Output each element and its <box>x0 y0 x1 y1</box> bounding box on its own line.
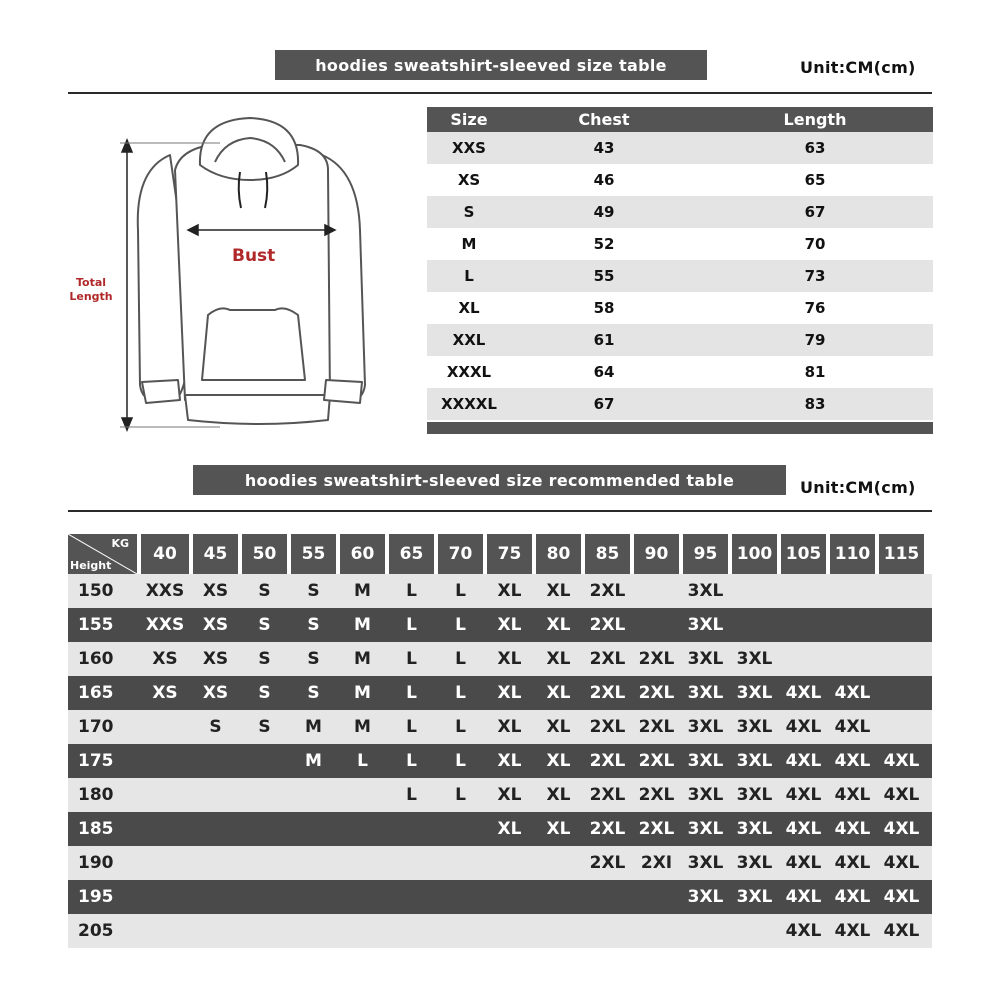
size-recommendation-cell: XL <box>497 751 522 771</box>
size-recommendation-cell: 3XL <box>687 785 724 805</box>
size-recommendation-cell: 2XL <box>589 717 626 737</box>
bust-label: Bust <box>232 246 276 266</box>
size-recommendation-cell: L <box>455 751 466 771</box>
size-cell: XXXXL <box>441 395 497 413</box>
weight-header-cell: 60 <box>340 534 385 574</box>
size-recommendation-cell: XL <box>546 819 571 839</box>
size-recommendation-cell: XL <box>546 649 571 669</box>
weight-header-cell: 45 <box>193 534 238 574</box>
size-table-row <box>427 388 933 420</box>
size-recommendation-cell: L <box>455 785 466 805</box>
size-cell: XS <box>457 171 481 189</box>
size-recommendation-cell: XL <box>546 581 571 601</box>
size-recommendation-cell: XS <box>202 649 229 669</box>
size-recommendation-cell: L <box>406 649 417 669</box>
kg-label: KG <box>111 537 129 550</box>
size-recommendation-cell: M <box>305 717 322 737</box>
size-recommendation-cell: 4XL <box>834 751 871 771</box>
size-recommendation-cell: 2XL <box>589 683 626 703</box>
size-recommendation-cell: M <box>354 649 371 669</box>
size-recommendation-cell: M <box>354 683 371 703</box>
size-recommendation-cell: S <box>307 581 320 601</box>
weight-header-cell: 110 <box>830 534 875 574</box>
size-recommendation-cell: 4XL <box>834 921 871 941</box>
chest-cell: 67 <box>593 395 615 413</box>
size-recommendation-cell: S <box>258 615 271 635</box>
size-recommendation-cell: XL <box>546 615 571 635</box>
size-recommendation-cell: 4XL <box>883 751 920 771</box>
size-recommendation-cell: L <box>406 581 417 601</box>
recommended-table-row <box>68 676 932 710</box>
size-cell: XXL <box>452 331 486 349</box>
weight-header-cell: 75 <box>487 534 532 574</box>
size-recommendation-cell: 3XL <box>687 853 724 873</box>
size-cell: M <box>461 235 477 253</box>
size-recommendation-cell: 4XL <box>785 717 822 737</box>
size-table-header <box>427 107 933 132</box>
height-cell: 165 <box>78 683 114 703</box>
size-recommendation-cell: L <box>455 649 466 669</box>
size-recommendation-cell: XS <box>152 683 178 703</box>
total-length-label-line2: Length <box>69 290 113 303</box>
hoodie-diagram <box>60 110 400 440</box>
size-recommendation-cell: 3XL <box>687 683 724 703</box>
hoodie-outline-icon <box>60 110 400 440</box>
recommended-table-row <box>68 880 932 914</box>
chest-cell: 43 <box>593 139 615 157</box>
size-table <box>427 107 933 434</box>
size-recommendation-cell: S <box>307 683 320 703</box>
top-divider <box>68 92 932 94</box>
weight-header-cell: 80 <box>536 534 581 574</box>
size-recommendation-cell: XS <box>202 615 229 635</box>
size-recommendation-cell: 2XL <box>589 819 626 839</box>
size-recommendation-cell: 4XL <box>785 887 822 907</box>
size-recommendation-cell: 3XL <box>736 785 773 805</box>
size-recommendation-cell: 3XL <box>736 717 773 737</box>
kg-height-corner <box>68 534 137 574</box>
size-recommendation-cell: 3XL <box>687 649 724 669</box>
weight-header-cell: 65 <box>389 534 434 574</box>
length-cell: 73 <box>804 267 826 285</box>
size-recommendation-cell: XXS <box>145 581 185 601</box>
size-recommendation-cell: 2XL <box>638 683 675 703</box>
height-cell: 190 <box>78 853 114 873</box>
size-table-body <box>427 132 933 420</box>
size-recommendation-cell: 3XL <box>687 581 724 601</box>
size-recommendation-cell: 3XL <box>687 887 724 907</box>
recommended-table-title: hoodies sweatshirt-sleeved size recommended table <box>193 465 786 495</box>
weight-header-cell: 100 <box>732 534 777 574</box>
length-cell: 70 <box>804 235 826 253</box>
size-recommendation-cell: XL <box>546 717 571 737</box>
recommended-table-row <box>68 574 932 608</box>
chest-cell: 64 <box>593 363 615 381</box>
size-recommendation-cell: 4XL <box>785 921 822 941</box>
recommended-table-row <box>68 710 932 744</box>
size-recommendation-cell: 4XL <box>834 717 871 737</box>
size-recommendation-cell: L <box>406 683 417 703</box>
size-recommendation-cell: S <box>258 683 271 703</box>
size-table-row <box>427 356 933 388</box>
size-recommendation-cell: 4XL <box>834 819 871 839</box>
length-cell: 63 <box>804 139 826 157</box>
recommended-table-row <box>68 846 932 880</box>
size-recommendation-cell: M <box>354 717 371 737</box>
size-recommendation-cell: 4XL <box>883 819 920 839</box>
size-recommendation-cell: 4XL <box>834 683 871 703</box>
length-cell: 81 <box>804 363 826 381</box>
size-recommendation-cell: 4XL <box>785 683 822 703</box>
size-recommendation-cell: XL <box>497 785 522 805</box>
size-recommendation-cell: L <box>357 751 368 771</box>
size-recommendation-cell: L <box>406 717 417 737</box>
size-recommendation-cell: 2XL <box>589 751 626 771</box>
size-recommendation-cell: XXS <box>145 615 185 635</box>
size-header: Size <box>450 110 488 129</box>
recommended-table <box>68 534 932 948</box>
size-table-row <box>427 164 933 196</box>
total-length-label <box>66 276 116 304</box>
length-cell: 65 <box>804 171 826 189</box>
size-recommendation-cell: 2XL <box>589 649 626 669</box>
weight-header-cell: 90 <box>634 534 679 574</box>
size-recommendation-cell: 4XL <box>834 853 871 873</box>
weight-header-cell: 115 <box>879 534 924 574</box>
size-recommendation-cell: XL <box>546 683 571 703</box>
weight-header-cell: 40 <box>141 534 189 574</box>
middle-divider <box>68 510 932 512</box>
length-cell: 83 <box>804 395 826 413</box>
size-recommendation-cell: 3XL <box>736 649 773 669</box>
size-recommendation-cell: 4XL <box>834 887 871 907</box>
size-recommendation-cell: 2XL <box>638 751 675 771</box>
size-recommendation-cell: XL <box>546 751 571 771</box>
size-recommendation-cell: 3XL <box>736 853 773 873</box>
size-recommendation-cell: XL <box>497 615 522 635</box>
size-recommendation-cell: 2XI <box>640 853 673 873</box>
size-recommendation-cell: 3XL <box>736 819 773 839</box>
size-recommendation-cell: 3XL <box>736 751 773 771</box>
height-cell: 195 <box>78 887 114 907</box>
size-recommendation-cell: XL <box>497 683 522 703</box>
recommended-table-unit: Unit:CM(cm) <box>800 478 916 497</box>
size-recommendation-cell: L <box>406 751 417 771</box>
recommended-table-row <box>68 812 932 846</box>
size-cell: XXXL <box>446 363 492 381</box>
size-recommendation-cell: 4XL <box>785 853 822 873</box>
size-table-footer <box>427 422 933 434</box>
size-table-row <box>427 324 933 356</box>
size-recommendation-cell: 3XL <box>687 717 724 737</box>
recommended-table-row <box>68 914 932 948</box>
recommended-table-header <box>68 534 932 574</box>
height-cell: 205 <box>78 921 114 941</box>
size-recommendation-cell: M <box>305 751 322 771</box>
size-recommendation-cell: M <box>354 615 371 635</box>
size-table-row <box>427 196 933 228</box>
weight-header-cell: 70 <box>438 534 483 574</box>
size-recommendation-cell: L <box>455 581 466 601</box>
size-cell: L <box>464 267 474 285</box>
weight-header-cell: 95 <box>683 534 728 574</box>
size-recommendation-cell: S <box>307 649 320 669</box>
size-recommendation-cell: L <box>455 615 466 635</box>
size-recommendation-cell: L <box>455 717 466 737</box>
size-recommendation-cell: 2XL <box>589 581 626 601</box>
size-recommendation-cell: 4XL <box>785 819 822 839</box>
size-recommendation-cell: 2XL <box>638 785 675 805</box>
size-recommendation-cell: 3XL <box>736 887 773 907</box>
chest-cell: 55 <box>593 267 615 285</box>
weight-header-cell: 105 <box>781 534 826 574</box>
length-header: Length <box>783 110 847 129</box>
size-recommendation-cell: XL <box>497 649 522 669</box>
size-recommendation-cell: XS <box>202 683 229 703</box>
recommended-table-body <box>68 574 932 948</box>
chest-cell: 46 <box>593 171 615 189</box>
size-recommendation-cell: XL <box>546 785 571 805</box>
size-recommendation-cell: 2XL <box>638 717 675 737</box>
chest-cell: 52 <box>593 235 615 253</box>
recommended-table-row <box>68 778 932 812</box>
height-cell: 170 <box>78 717 114 737</box>
size-recommendation-cell: 3XL <box>687 819 724 839</box>
size-cell: XL <box>458 299 480 317</box>
size-recommendation-cell: L <box>406 785 417 805</box>
size-table-title: hoodies sweatshirt-sleeved size table <box>275 50 707 80</box>
size-recommendation-cell: L <box>406 615 417 635</box>
size-table-row <box>427 132 933 164</box>
weight-header-cell: 55 <box>291 534 336 574</box>
height-cell: 175 <box>78 751 114 771</box>
size-cell: S <box>463 203 475 221</box>
size-recommendation-cell: 4XL <box>785 785 822 805</box>
size-recommendation-cell: L <box>455 683 466 703</box>
chest-cell: 58 <box>593 299 615 317</box>
size-recommendation-cell: XS <box>152 649 178 669</box>
size-recommendation-cell: 3XL <box>687 751 724 771</box>
chest-cell: 49 <box>593 203 615 221</box>
height-cell: 160 <box>78 649 114 669</box>
size-recommendation-cell: S <box>209 717 222 737</box>
size-recommendation-cell: 4XL <box>883 921 920 941</box>
weight-header-cell: 50 <box>242 534 287 574</box>
size-recommendation-cell: 4XL <box>883 853 920 873</box>
size-recommendation-cell: 3XL <box>687 615 724 635</box>
recommended-table-row <box>68 744 932 778</box>
size-recommendation-cell: XS <box>202 581 229 601</box>
size-recommendation-cell: 3XL <box>736 683 773 703</box>
size-recommendation-cell: 2XL <box>638 819 675 839</box>
length-cell: 67 <box>804 203 826 221</box>
height-cell: 180 <box>78 785 114 805</box>
chest-header: Chest <box>578 110 630 129</box>
size-recommendation-cell: M <box>354 581 371 601</box>
height-cell: 155 <box>78 615 114 635</box>
size-recommendation-cell: 4XL <box>883 887 920 907</box>
size-recommendation-cell: S <box>258 717 271 737</box>
size-recommendation-cell: 4XL <box>785 751 822 771</box>
size-table-row <box>427 292 933 324</box>
recommended-table-row <box>68 608 932 642</box>
length-cell: 79 <box>804 331 826 349</box>
height-cell: 150 <box>78 581 114 601</box>
size-recommendation-cell: S <box>258 581 271 601</box>
size-recommendation-cell: XL <box>497 819 522 839</box>
size-recommendation-cell: 2XL <box>589 785 626 805</box>
height-cell: 185 <box>78 819 114 839</box>
size-recommendation-cell: 2XL <box>589 853 626 873</box>
size-cell: XXS <box>452 139 486 157</box>
size-recommendation-cell: S <box>258 649 271 669</box>
height-label: Height <box>70 559 112 572</box>
size-recommendation-cell: 2XL <box>589 615 626 635</box>
weight-header-cell: 85 <box>585 534 630 574</box>
recommended-table-row <box>68 642 932 676</box>
size-recommendation-cell: 4XL <box>834 785 871 805</box>
size-table-row <box>427 228 933 260</box>
total-length-label-line1: Total <box>75 276 107 289</box>
size-recommendation-cell: XL <box>497 717 522 737</box>
size-recommendation-cell: XL <box>497 581 522 601</box>
length-cell: 76 <box>804 299 826 317</box>
size-recommendation-cell: S <box>307 615 320 635</box>
size-recommendation-cell: 2XL <box>638 649 675 669</box>
size-table-row <box>427 260 933 292</box>
size-recommendation-cell: 4XL <box>883 785 920 805</box>
size-table-unit: Unit:CM(cm) <box>800 58 916 77</box>
chest-cell: 61 <box>593 331 615 349</box>
